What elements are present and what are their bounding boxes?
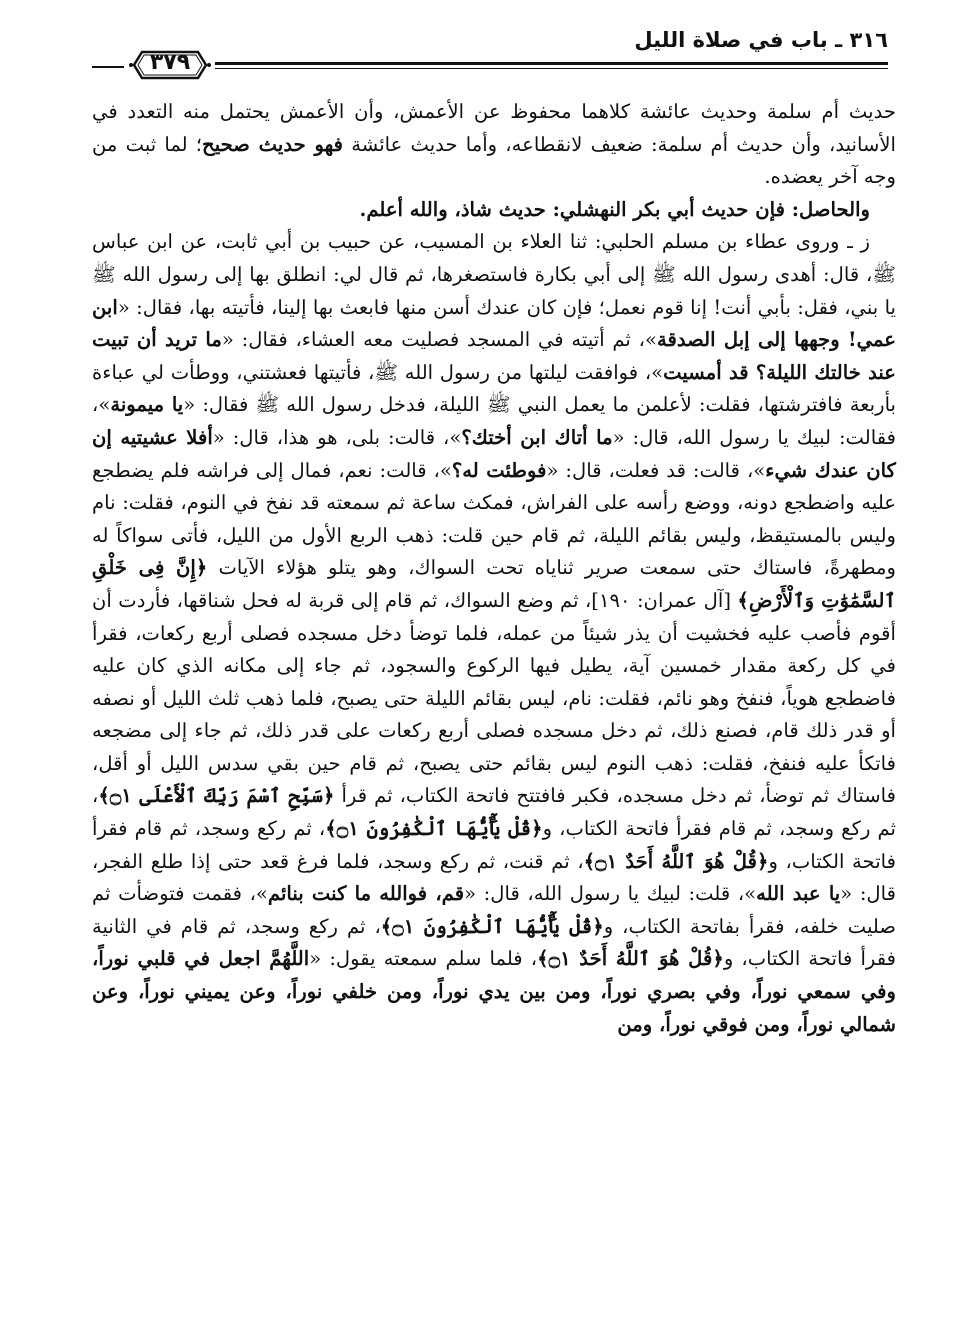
quran-verse: ﴿قُلْ يَٰٓأَيُّهَا ٱلْكَٰفِرُونَ ۝١﴾ (380, 914, 604, 938)
quran-verse: ﴿قُلْ يَٰٓأَيُّهَا ٱلْكَٰفِرُونَ ۝١﴾ (325, 817, 543, 841)
bold-text: والحاصل: فإن حديث أبي بكر النهشلي: حديث شاذ، والله أعلم. (359, 197, 870, 221)
bold-text: يا عبد الله (756, 882, 841, 906)
bold-text: ما تريد أن تبيت عند خالتك الليلة؟ قد أمسيت (92, 328, 897, 384)
quran-verse: ﴿قُلْ هُوَ ٱللَّهُ أَحَدٌ ۝١﴾ (583, 849, 769, 873)
text-segment: »، فوافقت ليلتها من رسول الله ﷺ، فأتيتها فعشتني، ووطأت لي عباءة بأربعة فافترشتها، فقلت: لأعلمن ما يعمل النبي ﷺ الليلة، فدخل رسول الله ﷺ فقال: « (92, 360, 897, 417)
text-segment: [آل عمران: ١٩٠]، ثم وضع السواك، ثم قام إلى قربة له فحل شناقها، فأردت أن أقوم فأصب عليه فخشيت أن يذر شيئاً من عمله، فلما توضأ دخل مسجده فصلى أربع ركعات، فقرأ في كل ركعة مقدار خمسين آية، يطيل فيها الركوع والسجود، ثم جاء إلى مكانه الذي كان عليه فاضطجع هوياً، فنفخ وهو نائم، فقلت: نام، ليس بقائم الليلة حتى يصبح، فلما ذهب ثلث الليل أو نصفه أو قدر ذلك قام، فصنع ذلك، ثم دخل مسجده فصلى أربع ركعات على قدر ذلك، ثم جاء إلى مضجعه فاتكأ عليه فنفخ، فقلت: ذهب النوم ليس بقائم حتى يصبح، ثم قام حين بقي سدس الليل أو أقل، فاستاك ثم توضأ، ثم دخل مسجده، فكبر فافتتح فاتحة الكتاب، ثم قرأ (92, 588, 896, 808)
text-segment: »، قالت: قد فعلت، قال: « (546, 458, 766, 482)
header-rule-left (92, 66, 124, 68)
bold-text: أفلا عشيتيه إن كان عندك شيء (92, 425, 896, 482)
quran-verse: ﴿إِنَّ فِى خَلْقِ ٱلسَّمَٰوَٰتِ وَٱلْأَرْضِ﴾ (92, 556, 896, 612)
text-segment: »، فقمت فتوضأت ثم صليت خلفه، فقرأ بفاتحة الكتاب، و (92, 882, 896, 938)
quran-verse: ﴿سَبِّحِ ٱسْمَ رَبِّكَ ٱلْأَعْلَى ۝١﴾ (98, 784, 335, 808)
chapter-title: ٣١٦ ـ باب في صلاة الليل (634, 28, 888, 52)
text-segment: ، ثم قنت، ثم ركع وسجد، فلما فرغ قعد حتى إذا طلع الفجر، قال: « (92, 849, 897, 906)
bold-text: ما أتاك ابن أختك؟ (461, 425, 613, 449)
paragraph (92, 194, 896, 227)
quran-verse: ﴿قُلْ هُوَ ٱللَّهُ أَحَدٌ ۝١﴾ (537, 947, 724, 971)
bold-text: يا ميمونة (110, 393, 184, 417)
text-segment: »، قالت: نعم، فمال إلى فراشه فلم يضطجع عليه واضطجع دونه، ووضع رأسه على الفراش، فمكث ساعة ثم سمعته قد نفخ في النوم، فقلت: نام وليس بالمستيقظ، وليس بقائم الليلة، ثم قام حين قلت: ذهب الربع الأول من الليل، فأتى سواكاً له ومطهرةً، فاستاك حتى سمعت صرير ثناياه تحت السواك، وهو يتلو هؤلاء الآيات (92, 458, 896, 580)
page-number-badge (128, 46, 212, 84)
bold-text: اللَّهُمَّ اجعل في قلبي نوراً، وفي سمعي نوراً، وفي بصري نوراً، ومن بين يدي نوراً، ومن خلفي نوراً، وعن يميني نوراً، وعن شمالي نوراً، ومن فوقي نوراً، ومن (92, 947, 896, 1036)
text-segment: »، فقالت: لبيك يا رسول الله، قال: « (92, 393, 897, 449)
page-number: ٣٧٩ (149, 50, 191, 75)
paragraph (92, 96, 896, 194)
text-segment: ، فلما سلم سمعته يقول: « (309, 947, 538, 971)
bold-text: قم، فوالله ما كنت بنائم (267, 882, 465, 906)
text-segment: ز ـ وروى عطاء بن مسلم الحلبي: ثنا العلاء بن المسيب، عن حبيب بن أبي ثابت، عن ابن عباس ﷺ، قال: أهدى رسول الله ﷺ إلى أبي بكارة فاستصغرها، ثم قال لي: انطلق بها إلى رسول الله ﷺ يا بني، فقل: بأبي أنت! إنا قوم نعمل؛ فإن كان عندك أسن منها فابعث بها إلينا، فأتيته بها، فقال: « (92, 230, 896, 319)
text-segment: »، ثم أتيته في المسجد فصليت معه العشاء، فقال: « (221, 328, 657, 352)
header-rule-thin (215, 68, 888, 69)
text-segment: »، قالت: بلى، هو هذا، قال: « (212, 425, 462, 449)
text-segment: ، ثم ركع وسجد، ثم قام فقرأ فاتحة الكتاب، و (92, 784, 896, 841)
bold-text: فهو حديث صحيح (202, 132, 344, 156)
text-segment: ، ثم ركع وسجد، ثم قام في الثانية فقرأ فاتحة الكتاب، و (92, 914, 896, 971)
paragraph (92, 226, 896, 1041)
text-segment: »، قلت: لبيك يا رسول الله، قال: « (464, 882, 757, 906)
main-text (92, 96, 896, 1041)
bold-text: فوطئت له؟ (451, 458, 547, 482)
bold-text: ابن عمي! وجهها إلى إبل الصدقة (92, 295, 896, 352)
text-segment: حديث أم سلمة وحديث عائشة كلاهما محفوظ عن الأعمش، وأن الأعمش يحتمل منه التعدد في الأسانيد، وأن حديث أم سلمة: ضعيف لانقطاعه، وأما حديث عائشة (92, 100, 897, 156)
text-segment: ، ثم ركع وسجد، ثم قام فقرأ فاتحة الكتاب، و (92, 817, 896, 873)
header-rule (215, 62, 888, 65)
text-segment: ؛ لما ثبت من وجه آخر يعضده. (92, 132, 896, 189)
